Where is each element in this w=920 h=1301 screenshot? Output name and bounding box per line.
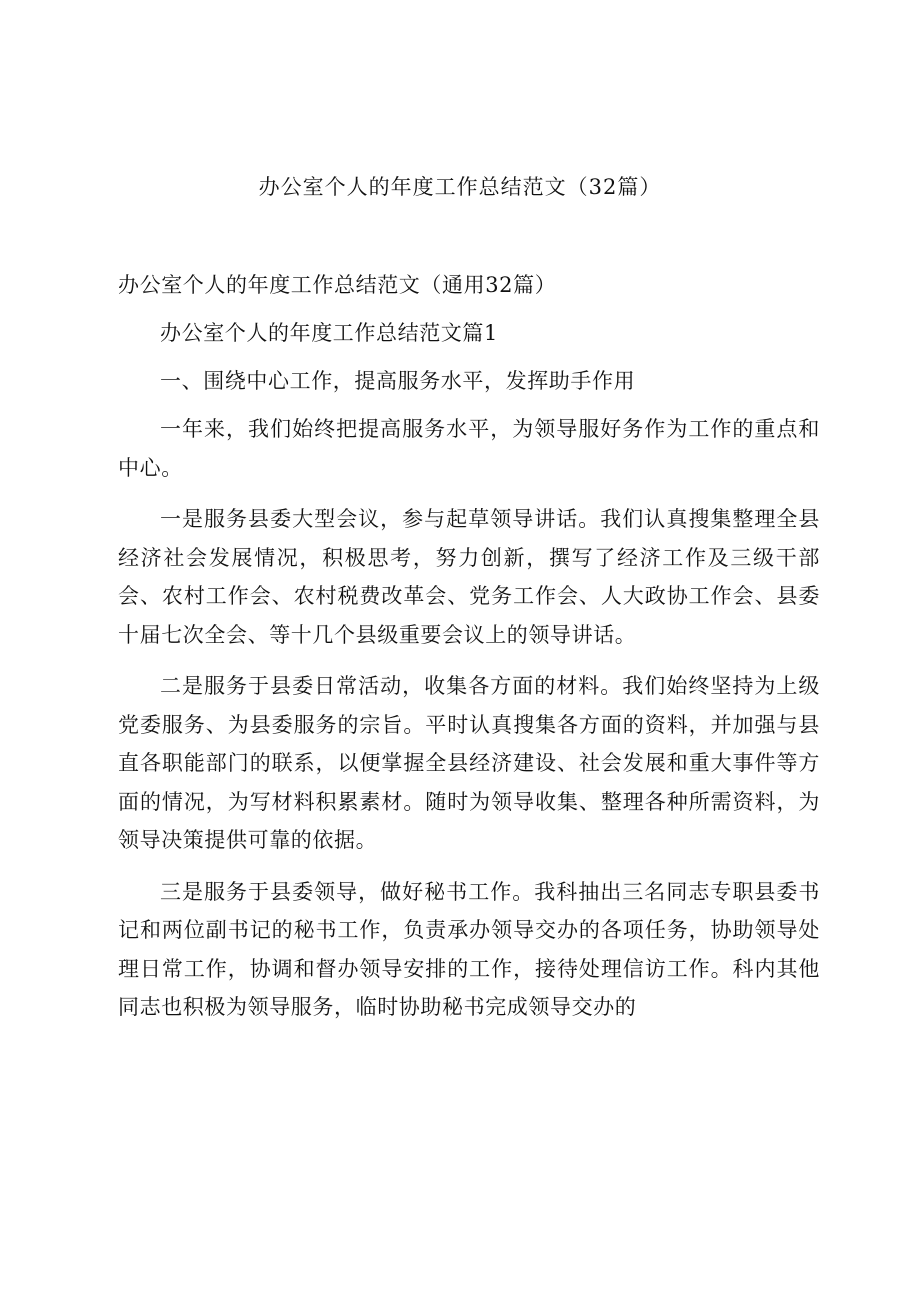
heading-1: 一、围绕中心工作，提高服务水平，发挥助手作用 <box>160 369 636 393</box>
document-title: 办公室个人的年度工作总结范文（32篇） <box>258 175 662 199</box>
paragraph-3: 二是服务于县委日常活动，收集各方面的材料。我们始终坚持为上级党委服务、为县委服务的宗旨。平时认真搜集各方面的资料，并加强与县直各职能部门的联系，以便掌握全县经济建设、社会发展和重大事件等方面的情况，为写材料积累素材。随时为领导收集、整理各种所需资料，为领导决策提供可靠的依据。 <box>118 674 820 852</box>
section-heading: 办公室个人的年度工作总结范文篇1 <box>160 321 498 345</box>
paragraph-1: 一年来，我们始终把提高服务水平，为领导服好务作为工作的重点和中心。 <box>118 417 820 480</box>
paragraph-4: 三是服务于县委领导，做好秘书工作。我科抽出三名同志专职县委书记和两位副书记的秘书工作，负责承办领导交办的各项任务，协助领导处理日常工作，协调和督办领导安排的工作，接待处理信访工作。科内其他同志也积极为领导服务，临时协助秘书完成领导交办的 <box>118 879 820 1019</box>
document-subtitle: 办公室个人的年度工作总结范文（通用32篇） <box>118 273 557 297</box>
paragraph-2: 一是服务县委大型会议，参与起草领导讲话。我们认真搜集整理全县经济社会发展情况，积极思考，努力创新，撰写了经济工作及三级干部会、农村工作会、农村税费改革会、党务工作会、人大政协工作会、县委十届七次全会、等十几个县级重要会议上的领导讲话。 <box>118 507 820 647</box>
document-body <box>118 266 820 1027</box>
